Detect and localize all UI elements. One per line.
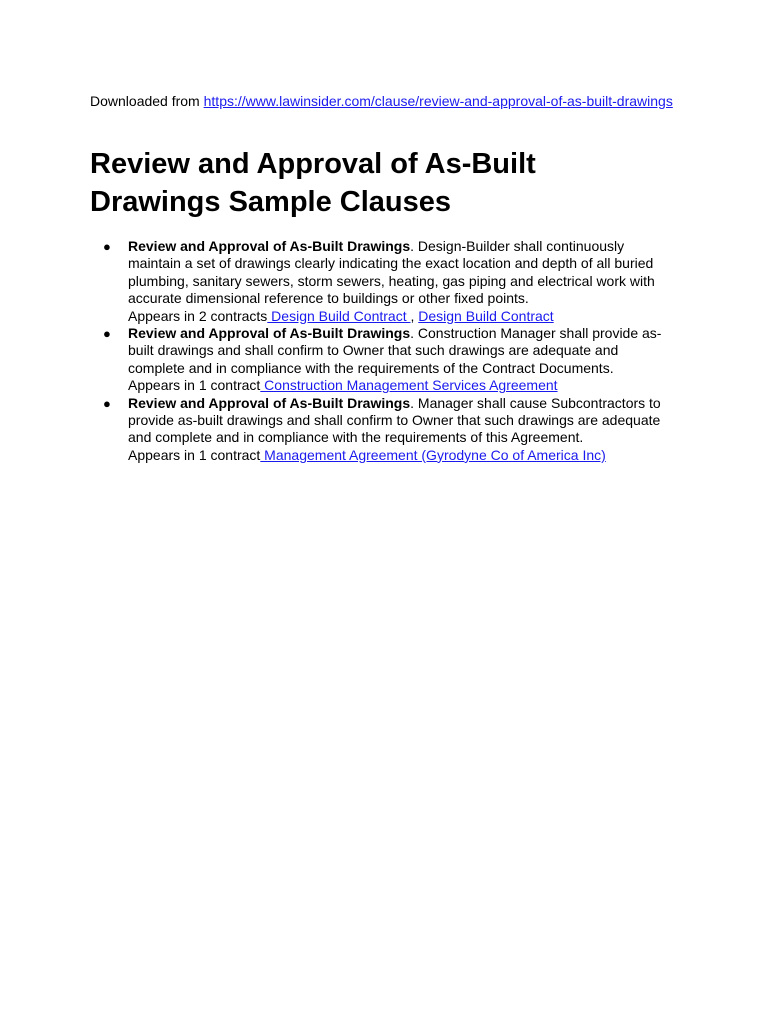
clause-heading: Review and Approval of As-Built Drawings: [128, 325, 411, 342]
clause-item: [90, 238, 678, 325]
appears-count: Appears in 2 contracts: [128, 307, 268, 324]
appears-count: Appears in 1 contract: [128, 377, 261, 394]
contract-link[interactable]: Management Agreement (Gyrodyne Co of America Inc): [260, 446, 606, 463]
document-page: [90, 93, 690, 464]
appears-line: [128, 377, 678, 394]
clause-item: [90, 395, 678, 465]
clause-heading: Review and Approval of As-Built Drawings: [128, 394, 411, 411]
source-link[interactable]: https://www.lawinsider.com/clause/review-and-approval-of-as-built-drawings: [203, 93, 673, 109]
page-title: Review and Approval of As-Built Drawings Sample Clauses: [90, 148, 536, 218]
contract-link[interactable]: Design Build Contract: [267, 307, 411, 324]
bullet-icon: ●: [103, 326, 111, 342]
clause-text: . Manager shall cause Subcontractors to provide as-built drawings and shall confirm to Owner that such drawings are adequate and complete and in compliance with the requirements of this Agreement.: [128, 394, 661, 446]
clause-list: [90, 238, 690, 464]
bullet-icon: ●: [103, 395, 111, 411]
appears-line: [128, 447, 678, 464]
contract-link[interactable]: Construction Management Services Agreement: [260, 377, 558, 394]
appears-line: [128, 308, 678, 325]
contract-link[interactable]: Design Build Contract: [418, 307, 554, 324]
source-line: [90, 93, 690, 110]
clause-text: . Construction Manager shall provide as-built drawings and shall confirm to Owner that such drawings are adequate and complete and in compliance with the requirements of the Contract Documents.: [128, 325, 662, 376]
clause-item: [90, 325, 678, 395]
clause-heading: Review and Approval of As-Built Drawings: [128, 238, 411, 254]
source-prefix: Downloaded from: [90, 93, 200, 109]
contract-separator: ,: [410, 307, 415, 324]
bullet-icon: ●: [103, 239, 111, 254]
clause-text: . Design-Builder shall continuously maintain a set of drawings clearly indicating the exact location and depth of all buried plumbing, sanitary sewers, storm sewers, heating, gas piping and electrical work with accurate dimensional reference to buildings or other fixed points.: [128, 238, 655, 307]
appears-count: Appears in 1 contract: [128, 446, 261, 463]
